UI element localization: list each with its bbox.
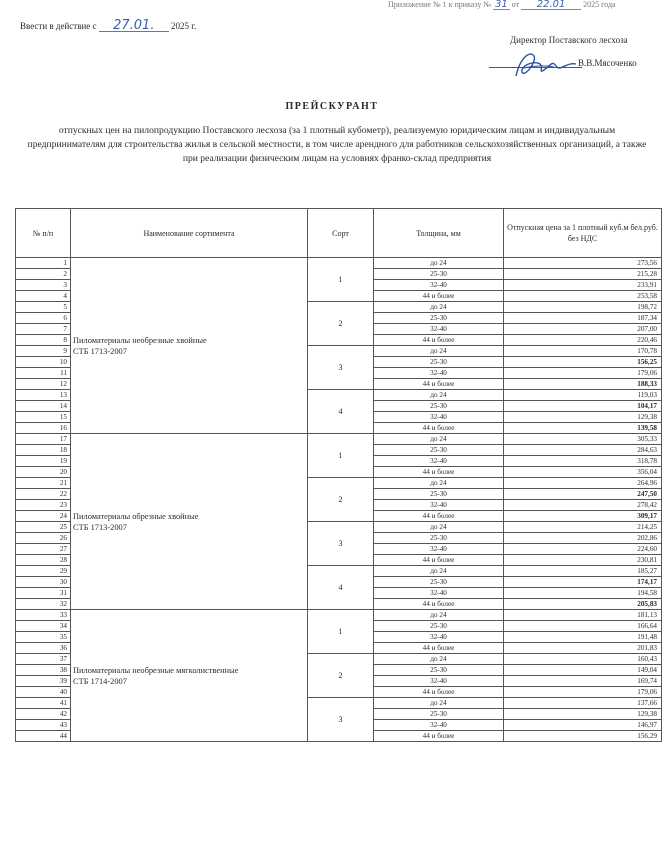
price-cell: 253,58 [504, 291, 662, 302]
price-cell: 156,29 [504, 731, 662, 742]
row-number: 18 [16, 445, 71, 456]
row-number: 15 [16, 412, 71, 423]
thickness-cell: 32-40 [374, 676, 504, 687]
row-number: 37 [16, 654, 71, 665]
price-cell: 119,03 [504, 390, 662, 401]
order-date-handwritten: 22.01 [521, 0, 581, 10]
thickness-cell: 25-30 [374, 401, 504, 412]
grade-cell: 4 [308, 566, 374, 610]
row-number: 26 [16, 533, 71, 544]
thickness-cell: 25-30 [374, 665, 504, 676]
row-number: 10 [16, 357, 71, 368]
price-table [15, 208, 662, 742]
thickness-cell: 44 и более [374, 687, 504, 698]
price-cell: 187,34 [504, 313, 662, 324]
thickness-cell: 32-40 [374, 500, 504, 511]
row-number: 29 [16, 566, 71, 577]
thickness-cell: 44 и более [374, 511, 504, 522]
thickness-cell: 44 и более [374, 731, 504, 742]
thickness-cell: до 24 [374, 434, 504, 445]
header-price: Отпускная цена за 1 плотный куб.м бел.руб. без НДС [504, 209, 662, 258]
thickness-cell: 25-30 [374, 269, 504, 280]
price-cell: 170,78 [504, 346, 662, 357]
row-number: 34 [16, 621, 71, 632]
thickness-cell: 32-40 [374, 456, 504, 467]
row-number: 28 [16, 555, 71, 566]
row-number: 36 [16, 643, 71, 654]
row-number: 30 [16, 577, 71, 588]
price-cell: 224,60 [504, 544, 662, 555]
thickness-cell: 32-40 [374, 632, 504, 643]
row-number: 12 [16, 379, 71, 390]
price-cell: 278,42 [504, 500, 662, 511]
assortment-name: Пиломатериалы необрезные мягколиственные СТБ 1714-2007 [71, 610, 308, 742]
price-cell: 149,04 [504, 665, 662, 676]
thickness-cell: 25-30 [374, 357, 504, 368]
thickness-cell: 32-40 [374, 324, 504, 335]
thickness-cell: 32-40 [374, 280, 504, 291]
effective-date-line [20, 20, 196, 32]
price-cell: 202,86 [504, 533, 662, 544]
document-subtitle: отпускных цен на пилопродукцию Поставского лесхоза (за 1 плотный кубометр), реализуемую юридическим лицам и индивидуальным предпринимателям для строительства жилья в сельской местности, в том числе арендного для работников сельскохозяйственных организаций, а также при реализации физическим лицам на условиях франко-склад предприятия [27, 125, 647, 164]
price-cell: 215,28 [504, 269, 662, 280]
thickness-cell: 32-40 [374, 720, 504, 731]
price-cell: 284,63 [504, 445, 662, 456]
row-number: 25 [16, 522, 71, 533]
table-row [16, 610, 662, 621]
row-number: 44 [16, 731, 71, 742]
grade-cell: 3 [308, 698, 374, 742]
price-cell: 156,25 [504, 357, 662, 368]
grade-cell: 3 [308, 522, 374, 566]
grade-cell: 2 [308, 302, 374, 346]
price-cell: 214,25 [504, 522, 662, 533]
thickness-cell: 44 и более [374, 423, 504, 434]
price-cell: 318,78 [504, 456, 662, 467]
price-cell: 230,81 [504, 555, 662, 566]
row-number: 23 [16, 500, 71, 511]
assortment-name: Пиломатериалы необрезные хвойные СТБ 1713-2007 [71, 258, 308, 434]
thickness-cell: 44 и более [374, 291, 504, 302]
order-number-handwritten: 31 [494, 0, 508, 10]
director-name: В.В.Мясоченко [578, 58, 637, 68]
row-number: 21 [16, 478, 71, 489]
price-cell: 166,64 [504, 621, 662, 632]
thickness-cell: 25-30 [374, 489, 504, 500]
grade-cell: 4 [308, 390, 374, 434]
row-number: 14 [16, 401, 71, 412]
price-cell: 264,96 [504, 478, 662, 489]
row-number: 1 [16, 258, 71, 269]
price-cell: 139,58 [504, 423, 662, 434]
row-number: 8 [16, 335, 71, 346]
row-number: 11 [16, 368, 71, 379]
row-number: 43 [16, 720, 71, 731]
thickness-cell: 44 и более [374, 379, 504, 390]
table-body [16, 258, 662, 742]
price-cell: 179,06 [504, 687, 662, 698]
effective-date-text-1: Ввести в действие с [20, 21, 97, 31]
row-number: 7 [16, 324, 71, 335]
appendix-note [388, 0, 656, 10]
grade-cell: 1 [308, 434, 374, 478]
price-cell: 207,00 [504, 324, 662, 335]
thickness-cell: 32-40 [374, 544, 504, 555]
row-number: 39 [16, 676, 71, 687]
appendix-text-3: 2025 года [583, 0, 616, 9]
thickness-cell: 44 и более [374, 467, 504, 478]
table-row [16, 434, 662, 445]
price-cell: 104,17 [504, 401, 662, 412]
row-number: 38 [16, 665, 71, 676]
row-number: 41 [16, 698, 71, 709]
thickness-cell: 44 и более [374, 555, 504, 566]
thickness-cell: до 24 [374, 566, 504, 577]
price-cell: 191,48 [504, 632, 662, 643]
grade-cell: 2 [308, 478, 374, 522]
thickness-cell: до 24 [374, 258, 504, 269]
row-number: 4 [16, 291, 71, 302]
director-title: Директор Поставского лесхоза [510, 35, 628, 45]
price-cell: 169,74 [504, 676, 662, 687]
row-number: 35 [16, 632, 71, 643]
table-header-row [16, 209, 662, 258]
thickness-cell: 32-40 [374, 368, 504, 379]
row-number: 42 [16, 709, 71, 720]
effective-date-handwritten: 27.01. [99, 20, 169, 32]
row-number: 5 [16, 302, 71, 313]
row-number: 33 [16, 610, 71, 621]
row-number: 20 [16, 467, 71, 478]
price-cell: 137,66 [504, 698, 662, 709]
grade-cell: 2 [308, 654, 374, 698]
price-cell: 305,33 [504, 434, 662, 445]
price-cell: 309,17 [504, 511, 662, 522]
thickness-cell: 44 и более [374, 599, 504, 610]
effective-date-text-2: 2025 г. [171, 21, 197, 31]
price-cell: 146,97 [504, 720, 662, 731]
thickness-cell: 25-30 [374, 709, 504, 720]
price-cell: 220,46 [504, 335, 662, 346]
price-cell: 247,50 [504, 489, 662, 500]
header-grade: Сорт [308, 209, 374, 258]
price-cell: 160,43 [504, 654, 662, 665]
thickness-cell: 25-30 [374, 533, 504, 544]
document-title: ПРЕЙСКУРАНТ [285, 101, 379, 112]
thickness-cell: 32-40 [374, 412, 504, 423]
grade-cell: 3 [308, 346, 374, 390]
row-number: 40 [16, 687, 71, 698]
director-signature [510, 48, 580, 82]
row-number: 32 [16, 599, 71, 610]
price-cell: 174,17 [504, 577, 662, 588]
price-cell: 129,38 [504, 709, 662, 720]
thickness-cell: 25-30 [374, 577, 504, 588]
price-cell: 356,04 [504, 467, 662, 478]
assortment-name: Пиломатериалы обрезные хвойные СТБ 1713-2007 [71, 434, 308, 610]
price-cell: 129,38 [504, 412, 662, 423]
thickness-cell: 44 и более [374, 335, 504, 346]
header-num: № п/п [16, 209, 71, 258]
thickness-cell: до 24 [374, 346, 504, 357]
thickness-cell: до 24 [374, 478, 504, 489]
row-number: 24 [16, 511, 71, 522]
thickness-cell: 25-30 [374, 445, 504, 456]
thickness-cell: 25-30 [374, 621, 504, 632]
price-cell: 181,13 [504, 610, 662, 621]
price-cell: 233,91 [504, 280, 662, 291]
appendix-text-2: от [511, 0, 520, 9]
row-number: 9 [16, 346, 71, 357]
row-number: 31 [16, 588, 71, 599]
thickness-cell: до 24 [374, 522, 504, 533]
thickness-cell: до 24 [374, 302, 504, 313]
price-cell: 188,33 [504, 379, 662, 390]
thickness-cell: 25-30 [374, 313, 504, 324]
header-thickness: Толщина, мм [374, 209, 504, 258]
row-number: 13 [16, 390, 71, 401]
price-cell: 194,58 [504, 588, 662, 599]
grade-cell: 1 [308, 610, 374, 654]
row-number: 22 [16, 489, 71, 500]
price-cell: 185,27 [504, 566, 662, 577]
price-cell: 201,83 [504, 643, 662, 654]
price-cell: 273,56 [504, 258, 662, 269]
table-row [16, 258, 662, 269]
row-number: 2 [16, 269, 71, 280]
row-number: 6 [16, 313, 71, 324]
price-cell: 198,72 [504, 302, 662, 313]
row-number: 17 [16, 434, 71, 445]
thickness-cell: до 24 [374, 698, 504, 709]
row-number: 27 [16, 544, 71, 555]
thickness-cell: до 24 [374, 390, 504, 401]
row-number: 3 [16, 280, 71, 291]
appendix-text-1: Приложение № 1 к приказу № [388, 0, 491, 9]
thickness-cell: 44 и более [374, 643, 504, 654]
thickness-cell: до 24 [374, 654, 504, 665]
row-number: 16 [16, 423, 71, 434]
grade-cell: 1 [308, 258, 374, 302]
header-name: Наименование сортимента [71, 209, 308, 258]
thickness-cell: до 24 [374, 610, 504, 621]
price-cell: 205,83 [504, 599, 662, 610]
row-number: 19 [16, 456, 71, 467]
price-cell: 179,06 [504, 368, 662, 379]
thickness-cell: 32-40 [374, 588, 504, 599]
